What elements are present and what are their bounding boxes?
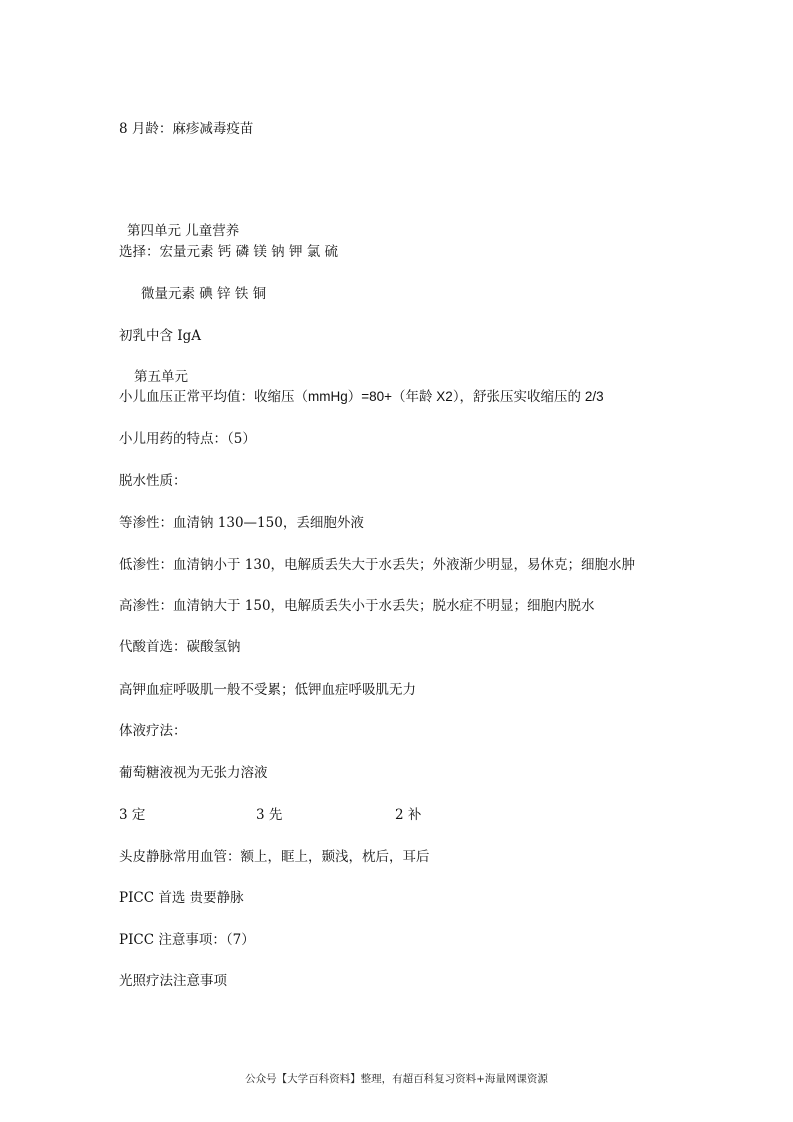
text-line-acidosis: 代酸首选：碳酸氢钠 [119,639,241,655]
bp-diastolic-fraction: 2/3 [581,389,604,404]
bp-age-multiplier: X2 [432,389,453,404]
section-heading-unit-five: 第五单元 [134,369,188,385]
text-line-phototherapy: 光照疗法注意事项 [119,973,227,989]
principle-item: 3 先 [256,807,283,823]
bp-label: 小儿血压正常平均值：收缩压（ [119,389,308,405]
principle-item: 2 补 [395,807,422,823]
text-line-macro-elements: 选择：宏量元素 钙 磷 镁 钠 钾 氯 硫 [119,244,339,260]
bp-diastolic-label: ），舒张压实收缩压的 [452,389,582,405]
text-line-colostrum: 初乳中含 IgA [119,328,202,344]
text-line-hypertonic: 高渗性：血清钠大于 150，电解质丢失小于水丢失；脱水症不明显；细胞内脱水 [119,598,595,614]
text-line-picc-vein: PICC 首选 贵要静脉 [119,890,244,906]
text-line-dehydration-type: 脱水性质： [119,473,187,489]
text-line-pediatric-medication: 小儿用药的特点：（5） [119,431,256,447]
text-line-isotonic: 等渗性：血清钠 130—150，丢细胞外液 [119,515,364,531]
bp-formula-base: =80+ [361,389,393,404]
bp-age-label: （年龄 [392,389,433,405]
text-line-hypotonic: 低渗性：血清钠小于 130，电解质丢失大于水丢失；外液渐少明显，易休克；细胞水肿 [119,557,636,573]
bp-paren-close: ） [347,389,362,405]
text-line-blood-pressure [119,388,604,406]
text-line-scalp-veins: 头皮静脉常用血管：额上，眶上，颞浅，枕后，耳后 [119,849,430,865]
text-line-fluid-principles [119,806,439,824]
page-footer: 公众号【大学百科资料】整理，有超百科复习资料+海量网课资源 [245,1073,548,1085]
principle-item: 3 定 [119,807,146,823]
bp-unit: mmHg [308,389,348,404]
text-line-glucose: 葡萄糖液视为无张力溶液 [119,765,268,781]
text-line-measles-vaccine: 8 月龄：麻疹减毒疫苗 [119,121,254,137]
text-line-picc-notes: PICC 注意事项：（7） [119,932,255,948]
text-line-potassium: 高钾血症呼吸肌一般不受累；低钾血症呼吸肌无力 [119,682,416,698]
text-line-trace-elements: 微量元素 碘 锌 铁 铜 [141,286,267,302]
text-line-fluid-therapy: 体液疗法： [119,723,187,739]
section-heading-unit-four: 第四单元 儿童营养 [127,223,240,239]
